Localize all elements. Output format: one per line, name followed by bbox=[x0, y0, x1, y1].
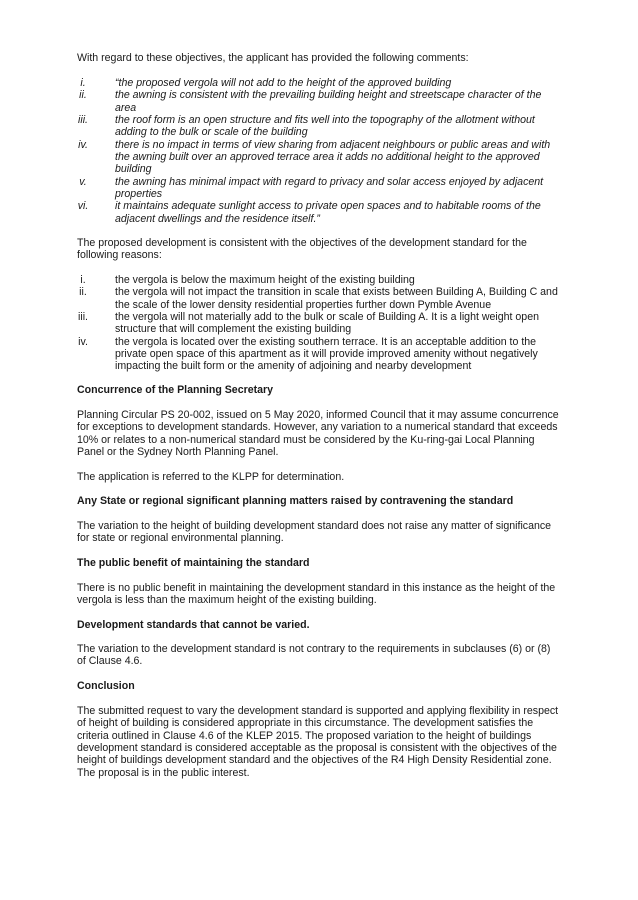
list-item: v. the awning has minimal impact with regard to privacy and solar access enjoyed by adjacent properties bbox=[79, 175, 544, 201]
section-paragraph: The variation to the height of building development standard does not raise any matter of significance for state or regional environmental planning. bbox=[77, 520, 552, 545]
intro-paragraph: With regard to these objectives, the applicant has provided the following comments: bbox=[77, 52, 469, 64]
list-item: i. the vergola is below the maximum height of the existing building bbox=[80, 274, 415, 286]
section-heading: Any State or regional significant planning matters raised by contravening the standard bbox=[77, 495, 514, 507]
section-paragraph: There is no public benefit in maintaining the development standard in this instance as the height of the vergola is less than the maximum height of the existing building. bbox=[77, 582, 556, 607]
section-heading: Concurrence of the Planning Secretary bbox=[77, 384, 274, 396]
section-heading: The public benefit of maintaining the standard bbox=[77, 557, 310, 569]
list-item: ii. the awning is consistent with the prevailing building height and streetscape character of the area bbox=[79, 89, 542, 114]
list-item: vi. it maintains adequate sunlight access to private open spaces and to habitable rooms of the adjacent dwellings and the residence itself.” bbox=[77, 200, 541, 225]
applicant-comments-list bbox=[77, 77, 561, 225]
section-heading: Conclusion bbox=[77, 680, 135, 692]
section-heading: Development standards that cannot be varied. bbox=[77, 619, 310, 631]
reasons-list bbox=[77, 274, 561, 373]
section-paragraph: Planning Circular PS 20-002, issued on 5 May 2020, informed Council that it may assume concurrence for exceptions to development standards. However, any variation to a numerical standard that exceeds 10% or relates to a non-numerical standard must be considered by the Ku-ring-gai Local Planning Panel or the Sydney North Planning Panel. bbox=[77, 409, 559, 459]
section-paragraph: The application is referred to the KLPP for determination. bbox=[77, 471, 345, 483]
list-item: i. “the proposed vergola will not add to the height of the approved building bbox=[80, 77, 452, 89]
section-paragraph: The submitted request to vary the development standard is supported and applying flexibility in respect of height of building is considered appropriate in this circumstance. The development satisfies the criteria outlined in Clause 4.6 of the KLEP 2015. The proposed variation to the height of buildings development standard is considered acceptable as the proposal is consistent with the objectives of the height of buildings development standard and the objectives of the R4 High Density Residential zone. The proposal is in the public interest. bbox=[77, 705, 559, 779]
list-item: iv. the vergola is located over the existing southern terrace. It is an acceptable addition to the private open space of this apartment as it will provide improved amenity without negatively impacting the built form or the amenity of adjoining and nearby development bbox=[78, 335, 538, 373]
list-item: iii. the vergola will not materially add to the bulk or scale of Building A. It is a light weight open structure that will complement the existing building bbox=[77, 311, 539, 336]
list-item: ii. the vergola will not impact the transition in scale that exists between Building A, Building C and the scale of the lower density residential properties further down Pymble Avenue bbox=[79, 286, 558, 311]
consistency-paragraph: The proposed development is consistent with the objectives of the development standard for the following reasons: bbox=[77, 237, 527, 262]
list-item: iii. the roof form is an open structure and fits well into the topography of the allotment without adding to the bulk or scale of the building bbox=[77, 114, 535, 139]
section-paragraph: The variation to the development standard is not contrary to the requirements in subclauses (6) or (8) of Clause 4.6. bbox=[77, 643, 551, 668]
list-item: iv. there is no impact in terms of view sharing from adjacent neighbours or public areas and with the awning built over an approved terrace area it adds no additional height to the approved building bbox=[78, 138, 551, 176]
